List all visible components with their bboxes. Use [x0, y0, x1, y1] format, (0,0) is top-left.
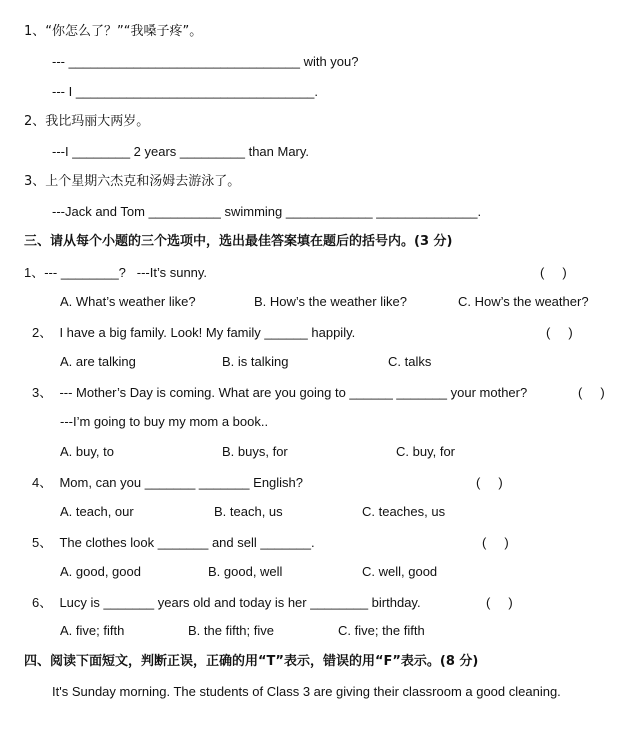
option-5b: B. good, well [208, 564, 283, 579]
answer-bracket-5[interactable]: ( ) [482, 535, 509, 550]
q3-answer-line: ---Jack and Tom __________ swimming ____________ ______________. [52, 204, 482, 219]
option-1a: A. What’s weather like? [60, 294, 196, 309]
option-3b: B. buys, for [222, 444, 288, 459]
option-4c: C. teaches, us [362, 504, 446, 519]
answer-bracket-6[interactable]: ( ) [486, 595, 513, 610]
option-1c: C. How’s the weather? [458, 294, 589, 309]
option-3c: C. buy, for [396, 444, 456, 459]
option-2a: A. are talking [60, 354, 136, 369]
answer-bracket-4[interactable]: ( ) [476, 475, 503, 490]
q2-answer-line: ---I ________ 2 years _________ than Mary. [52, 144, 310, 159]
section4-heading: 四、阅读下面短文，判断正误，正确的用“T”表示，错误的用“F”表示。(8 分) [24, 654, 479, 669]
option-4a: A. teach, our [60, 504, 134, 519]
reading-passage: It's Sunday morning. The students of Class 3 are giving their classroom a good cleaning. [52, 684, 561, 699]
option-6a: A. five; fifth [60, 623, 125, 638]
option-6c: C. five; the fifth [338, 623, 425, 638]
mc-question-3-reply: ---I’m going to buy my mom a book.. [60, 414, 269, 429]
q3-prompt: 3、上个星期六杰克和汤姆去游泳了。 [24, 174, 241, 189]
option-6b: B. the fifth; five [188, 623, 274, 638]
answer-bracket-2[interactable]: ( ) [546, 325, 573, 340]
option-2b: B. is talking [222, 354, 289, 369]
q1-answer-line-2: --- I _________________________________. [52, 84, 319, 99]
option-1b: B. How’s the weather like? [254, 294, 407, 309]
answer-bracket-3[interactable]: ( ) [578, 385, 605, 400]
mc-question-5: 5、 The clothes look _______ and sell _______. [32, 535, 315, 550]
mc-question-3: 3、 --- Mother’s Day is coming. What are you going to ______ _______ your mother? [32, 385, 528, 400]
q1-prompt: 1、“你怎么了？”“我嗓子疼”。 [24, 24, 203, 39]
option-5a: A. good, good [60, 564, 141, 579]
option-4b: B. teach, us [214, 504, 283, 519]
q2-prompt: 2、我比玛丽大两岁。 [24, 114, 150, 129]
answer-bracket-1[interactable]: ( ) [540, 265, 567, 280]
mc-question-2: 2、 I have a big family. Look! My family ______ happily. [32, 325, 356, 340]
option-5c: C. well, good [362, 564, 438, 579]
mc-question-6: 6、 Lucy is _______ years old and today is her ________ birthday. [32, 595, 421, 610]
mc-question-4: 4、 Mom, can you _______ _______ English? [32, 475, 304, 490]
q1-answer-line-1: --- ________________________________ with you? [52, 54, 359, 69]
option-3a: A. buy, to [60, 444, 114, 459]
section3-heading: 三、请从每个小题的三个选项中，选出最佳答案填在题后的括号内。(3 分) [24, 234, 453, 249]
mc-question-1: 1、--- ________? ---It’s sunny. [24, 265, 208, 280]
option-2c: C. talks [388, 354, 432, 369]
